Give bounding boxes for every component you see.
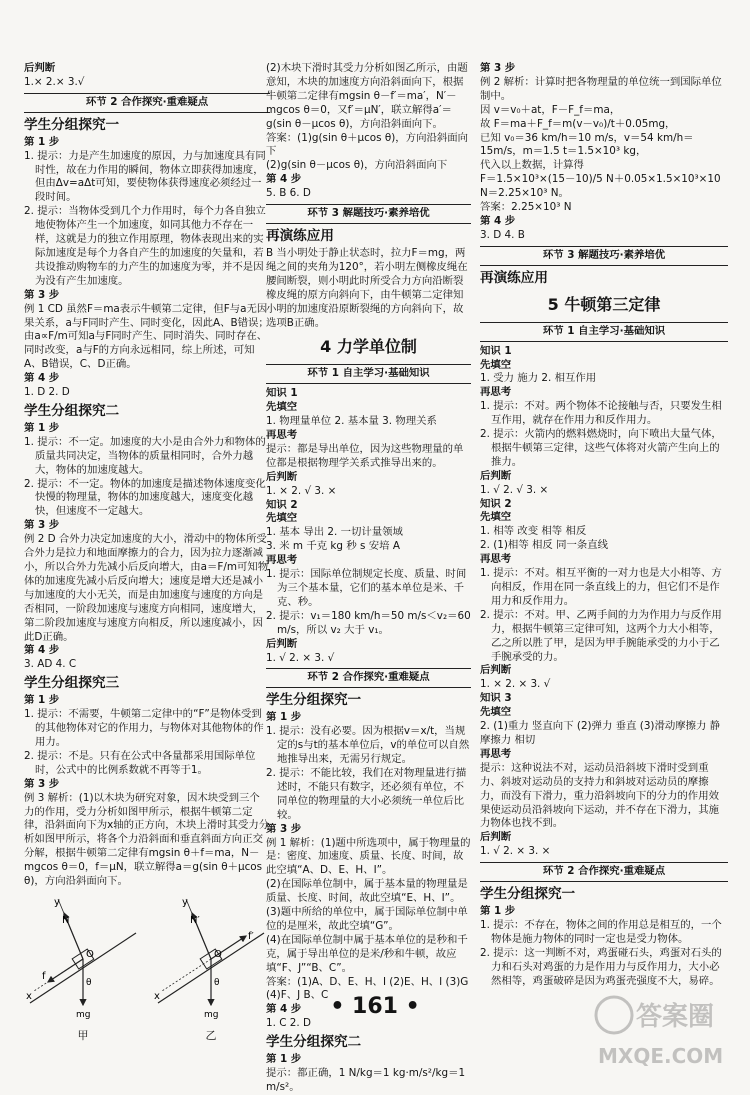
list-item: 2. 提示：不对。甲、乙两手间的力为作用力与反作用力，根据牛顿第三定律可知，这两个力大小相等，乙之所以胜了甲，是因为甲手腕能承受的力小于乙手腕承受的力。 [480, 608, 722, 663]
text-line: 5. B 6. D [266, 187, 311, 200]
subheading: 再思考 [266, 429, 298, 442]
page-number: • 161 • [330, 994, 420, 1019]
watermark-logo [592, 985, 732, 1075]
subheading: 第 1 步 [266, 1053, 302, 1066]
text-line: 提示：都是导出单位，因为这些物理量的单位都是根据物理学关系式推导出来的。 [266, 442, 464, 469]
subheading: 第 1 步 [480, 905, 516, 918]
text-line: 答案：(1)g(sin θ＋μcos θ)，方向沿斜面向下 [266, 131, 469, 158]
svg-text:x: x [154, 990, 160, 1002]
svg-text:θ: θ [86, 977, 92, 988]
list-item: 1. 提示：没有必要。因为根据v＝x/t，当规定的s与t的基本单位后，v的单位可以自然地推导出来，无需另行规定。 [266, 725, 470, 766]
svg-text:x: x [26, 990, 32, 1002]
subheading: 知识 1 [266, 387, 298, 400]
text-line: B 当小明处于静止状态时，拉力F＝mg，两绳之间的夹角为120°，若小明左侧橡皮绳在腰间断裂，则小明此时所受合力方向沿断裂橡皮绳的原方向斜向下，由牛顿第二定律知小明的加速度沿原断裂绳的方向斜向下，故选项B正确。 [266, 246, 468, 329]
text-line: (2)在国际单位制中，属于基本量的物理量是质量、长度、时间，故此空填“E、H、I”。 [266, 878, 468, 905]
section-banner: 环节 3 解题技巧·素养培优 [266, 204, 471, 224]
subheading: 后判断 [480, 664, 512, 677]
text-line: 1. × 2. × 3. √ [480, 678, 551, 691]
subheading: 第 3 步 [24, 777, 60, 790]
section-heading: 学生分组探究二 [24, 402, 120, 419]
list-item: 1. 提示：不一定。加速度的大小是由合外力和物体的质量共同决定，当物体的质量相同时，合外力越大，物体的加速度越大。 [24, 435, 266, 476]
list-item: 1. 提示：不对。相互平衡的一对力也是大小相等、方向相反，作用在同一条直线上的力，但它们不是作用力和反作用力。 [480, 567, 722, 607]
text-line: 2. (1)相等 相反 同一条直线 [480, 539, 609, 552]
section-heading: 再演练应用 [266, 227, 334, 244]
svg-text:mg: mg [204, 1009, 219, 1020]
list-item: 2. 提示：不能比较，我们在对物理量进行描述时，不能只有数字，还必须有单位，不同单位的物理量的大小必须统一单位后比较。 [266, 766, 467, 821]
section-banner: 环节 3 解题技巧·素养培优 [480, 246, 728, 266]
subheading: 第 1 步 [266, 711, 302, 724]
subheading: 第 1 步 [24, 135, 60, 148]
section-banner: 环节 1 自主学习·基础知识 [480, 322, 728, 342]
section-heading: 学生分组探究一 [480, 886, 576, 903]
text-line: F＝1.5×10³×(15－10)/5 N＋0.05×1.5×10³×10 N＝2.25×10³ N。 [480, 173, 721, 200]
svg-text:O: O [86, 948, 94, 960]
svg-text:f: f [42, 970, 46, 982]
list-item: 2. 提示：这一判断不对，鸡蛋碰石头，鸡蛋对石头的力和石头对鸡蛋的力是作用力与反作用力，大小必然相等，鸡蛋破碎是因为鸡蛋壳强度不大，易碎。 [480, 946, 722, 987]
list-item: 2. 提示：火箭内的燃料燃烧时，向下喷出大量气体，根据牛顿第三定律，这些气体将对火箭产生向上的推力。 [480, 428, 722, 468]
subheading: 第 1 步 [24, 694, 60, 707]
svg-text:f′: f′ [248, 930, 254, 942]
text-line: (2)g(sin θ－μcos θ)，方向沿斜面向下 [266, 159, 448, 172]
subheading: 再思考 [480, 553, 512, 566]
chapter-title: 5 牛顿第三定律 [547, 294, 661, 314]
subheading: 第 3 步 [24, 519, 60, 532]
subheading: 先填空 [480, 706, 512, 719]
force-diagrams [24, 893, 270, 1043]
column-right [480, 62, 728, 988]
section-banner: 环节 1 自主学习·基础知识 [266, 364, 471, 384]
section-heading: 学生分组探究一 [266, 692, 362, 709]
svg-text:O: O [214, 948, 222, 960]
text-line: 1. 受力 施力 2. 相互作用 [480, 372, 597, 385]
subheading: 先填空 [480, 511, 512, 524]
text-line: 1. 基本 导出 2. 一切计量领域 [266, 526, 403, 539]
text-line: 提示：都正确，1 N/kg＝1 kg·m/s²/kg＝1 m/s²。 [266, 1067, 466, 1093]
text-line: 例 1 解析：(1)题中所选项中，属于物理量的是：密度、加速度、质量、长度、时间，故此空填“A、D、E、H、I”。 [266, 836, 471, 877]
text-line: 2. (1)重力 竖直向下 (2)弹力 垂直 (3)滑动摩擦力 静摩擦力 相切 [480, 720, 721, 746]
subheading: 知识 2 [266, 498, 298, 511]
text-line: 例 1 CD 虽然F＝ma表示牛顿第二定律，但F与a无因果关系，a与F同时产生、同时变化，因此A、B错误；由a∝F/m可知a与F同时产生、同时消失、同时存在、同时改变，a与F的方向永远相同，综上所述，可知A、B错误，C、D正确。 [24, 302, 269, 371]
svg-text:θ: θ [214, 977, 220, 988]
text-line: 提示：这种说法不对，运动员沿斜坡下滑时受到重力、斜坡对运动员的支持力和斜坡对运动员的摩擦力，而没有下滑力，重力沿斜坡向下的分力的作用效果使运动员沿斜坡向下运动，并不存在下滑力，其施力物体也找不到。 [480, 761, 719, 830]
subheading: 第 1 步 [24, 421, 60, 434]
text-line: (3)题中所给的单位中，属于国际单位制中单位的是厘米，故此空填“G”。 [266, 906, 468, 932]
subheading: 知识 2 [480, 497, 512, 510]
list-item: 1. 提示：不需要，牛顿第二定律中的“F”是物体受到的其他物体对它的作用力，与物体对其他物体的作用力。 [24, 708, 264, 748]
list-item: 1. 提示：力是产生加速度的原因，力与加速度具有同时性，故在力作用的瞬间，物体立即获得加速度，但由Δv=aΔt可知，要使物体获得速度必须经过一段时间。 [24, 149, 266, 204]
subheading: 先填空 [266, 401, 298, 414]
list-item: 2. 提示：v₁＝180 km/h＝50 m/s＜v₂＝60 m/s，所以 v₂ 大于 v₁。 [266, 609, 471, 636]
text-line: 1. √ 2. × 3. × [480, 845, 551, 858]
subheading: 第 4 步 [24, 644, 60, 657]
figure-caption: 甲 [77, 1029, 89, 1043]
section-heading: 学生分组探究三 [24, 675, 120, 692]
text-line: 1. C 2. D [266, 1017, 311, 1030]
text-line: 已知 v₀＝36 km/h＝10 m/s，v＝54 km/h＝15m/s，m＝1.5 t＝1.5×10³ kg， [480, 131, 694, 158]
subheading: 后判断 [266, 637, 298, 650]
subheading: 第 3 步 [24, 288, 60, 301]
svg-text:y: y [182, 896, 188, 908]
subheading: 第 3 步 [266, 822, 302, 835]
subheading: 再思考 [266, 554, 298, 567]
subheading: 第 4 步 [266, 1003, 302, 1016]
subheading: 知识 3 [480, 692, 512, 705]
text-line: 1. 相等 改变 相等 相反 [480, 525, 587, 538]
list-item: 2. 提示：不是。只有在公式中各量都采用国际单位时，公式中的比例系数就不再等于1。 [24, 749, 256, 776]
column-middle [266, 62, 471, 1095]
text-line: 例 3 解析：(1)以木块为研究对象，因木块受到三个力的作用，受力分析如图甲所示，根据牛顿第二定律，沿斜面向下为x轴的正方向，木块上滑时其受力分析如图甲所示，将各个力沿斜面和垂直斜面方向正交分解，根据牛顿第二定律有mgsin θ＋f＝ma，N－mgcos θ＝0，f＝μN，联立解得a＝g(sin θ＋μcos θ)，方向沿斜面向下。 [24, 791, 270, 888]
section-banner: 环节 2 合作探究·重难疑点 [266, 668, 471, 688]
subheading: 后判断 [480, 831, 512, 844]
subheading: 第 4 步 [480, 214, 516, 227]
list-item: 2. 提示：当物体受到几个力作用时，每个力各自独立地使物体产生一个加速度，如同其他力不存在一样，这就是力的独立作用原理，物体表现出来的实际加速度是每个力各自产生的加速度的矢量和，若共设推动购物车的力产生的加速度为零，并不是因为没有产生加速度。 [24, 205, 266, 287]
text-line: 3. D 4. B [480, 228, 525, 241]
section-heading: 再演练应用 [480, 269, 548, 286]
text-line: 1.× 2.× 3.√ [24, 75, 85, 88]
section-heading: 学生分组探究二 [266, 1034, 362, 1051]
list-item: 1. 提示：不存在，物体之间的作用总是相互的，一个物体是施力物体的同时一定也是受力物体。 [480, 918, 722, 945]
text-line: 1. √ 2. √ 3. × [480, 483, 549, 496]
subheading: 再思考 [480, 386, 512, 399]
text-line: (4)在国际单位制中属于基本单位的是秒和千克，属于导出单位的是米/秒和牛顿，故应填“F、J”“B、C”。 [266, 933, 468, 974]
text-line: 答案：(1)A、D、E、H、I (2)E、H、I (3)G (4)F、J B、C [266, 975, 469, 1002]
list-item: 1. 提示：国际单位制规定长度、质量、时间为三个基本量，它们的基本单位是米、千克、秒。 [266, 568, 467, 608]
text-line: 答案：2.25×10³ N [480, 201, 572, 214]
svg-text:N′: N′ [190, 914, 200, 926]
figure-yi [152, 893, 270, 1043]
text-line: 1. × 2. √ 3. × [266, 484, 337, 497]
text-line: 3. 米 m 千克 kg 秒 s 安培 A [266, 540, 400, 553]
text-line: 3. AD 4. C [24, 658, 77, 671]
text-line: (2)木块下滑时其受力分析如图乙所示，由题意知，木块的加速度方向沿斜面向下，根据牛顿第二定律有mgsin θ－f′＝ma′，N′－mgcos θ＝0，又f′＝μN′，联立解得a′＝g(sin θ－μcos θ)，方向沿斜面向下。 [266, 62, 468, 130]
watermark-line1: 答案圈 [636, 1002, 715, 1032]
svg-text:y: y [54, 896, 60, 908]
figure-caption: 乙 [205, 1029, 217, 1043]
text-line: 故 F＝ma＋F_f＝m(v－v₀)/t＋0.05mg， [480, 117, 676, 130]
subheading: 第 4 步 [266, 173, 302, 186]
list-item: 1. 提示：不对。两个物体不论接触与否，只要发生相互作用，就存在作用力和反作用力。 [480, 400, 722, 427]
watermark-line2: MXQE.COM [598, 1044, 724, 1068]
svg-text:N: N [62, 914, 70, 926]
subheading: 第 3 步 [480, 62, 516, 74]
text-line: 例 2 D 合外力决定加速度的大小，滑动中的物体所受合外力是拉力和地面摩擦力的合力，因为拉力逐渐减小，所以合外力先减小后反向增大，由a＝F/m可知物体的加速度先减小后反向增大；速度是增大还是减小与加速度的大小无关，而是由加速度与速度的方向是否相同，一阶段加速度与速度方向相同，速度增大，第二阶段加速度与速度方向相反，所以速度减小，因此D正确。 [24, 533, 269, 643]
text-line: 因 v＝v₀＋at，F－F_f＝ma， [480, 103, 621, 116]
subheading: 第 4 步 [24, 372, 60, 385]
column-left [24, 62, 270, 1043]
list-item: 2. 提示：不一定。物体的加速度是描述物体速度变化快慢的物理量，物体的加速度越大，速度变化越快，但速度不一定越大。 [24, 477, 266, 518]
section-banner: 环节 2 合作探究·重难疑点 [480, 862, 728, 882]
subheading: 后判断 [480, 469, 512, 482]
svg-text:mg: mg [76, 1009, 91, 1020]
text-line: 代入以上数据，计算得 [480, 159, 584, 172]
subheading: 再思考 [480, 747, 512, 760]
subheading: 后判断 [24, 62, 56, 74]
figure-jia [24, 893, 142, 1043]
subheading: 先填空 [480, 358, 512, 371]
chapter-title: 4 力学单位制 [320, 337, 417, 357]
subheading: 后判断 [266, 470, 298, 483]
subheading: 先填空 [266, 512, 298, 525]
text-line: 1. D 2. D [24, 386, 70, 399]
subheading: 知识 1 [480, 344, 512, 357]
section-banner: 环节 2 合作探究·重难疑点 [24, 93, 270, 113]
text-line: 例 2 解析：计算时把各物理量的单位统一到国际单位制中。 [480, 75, 722, 102]
text-line: 1. √ 2. × 3. √ [266, 651, 335, 664]
text-line: 1. 物理量单位 2. 基本量 3. 物理关系 [266, 415, 437, 428]
section-heading: 学生分组探究一 [24, 116, 120, 133]
